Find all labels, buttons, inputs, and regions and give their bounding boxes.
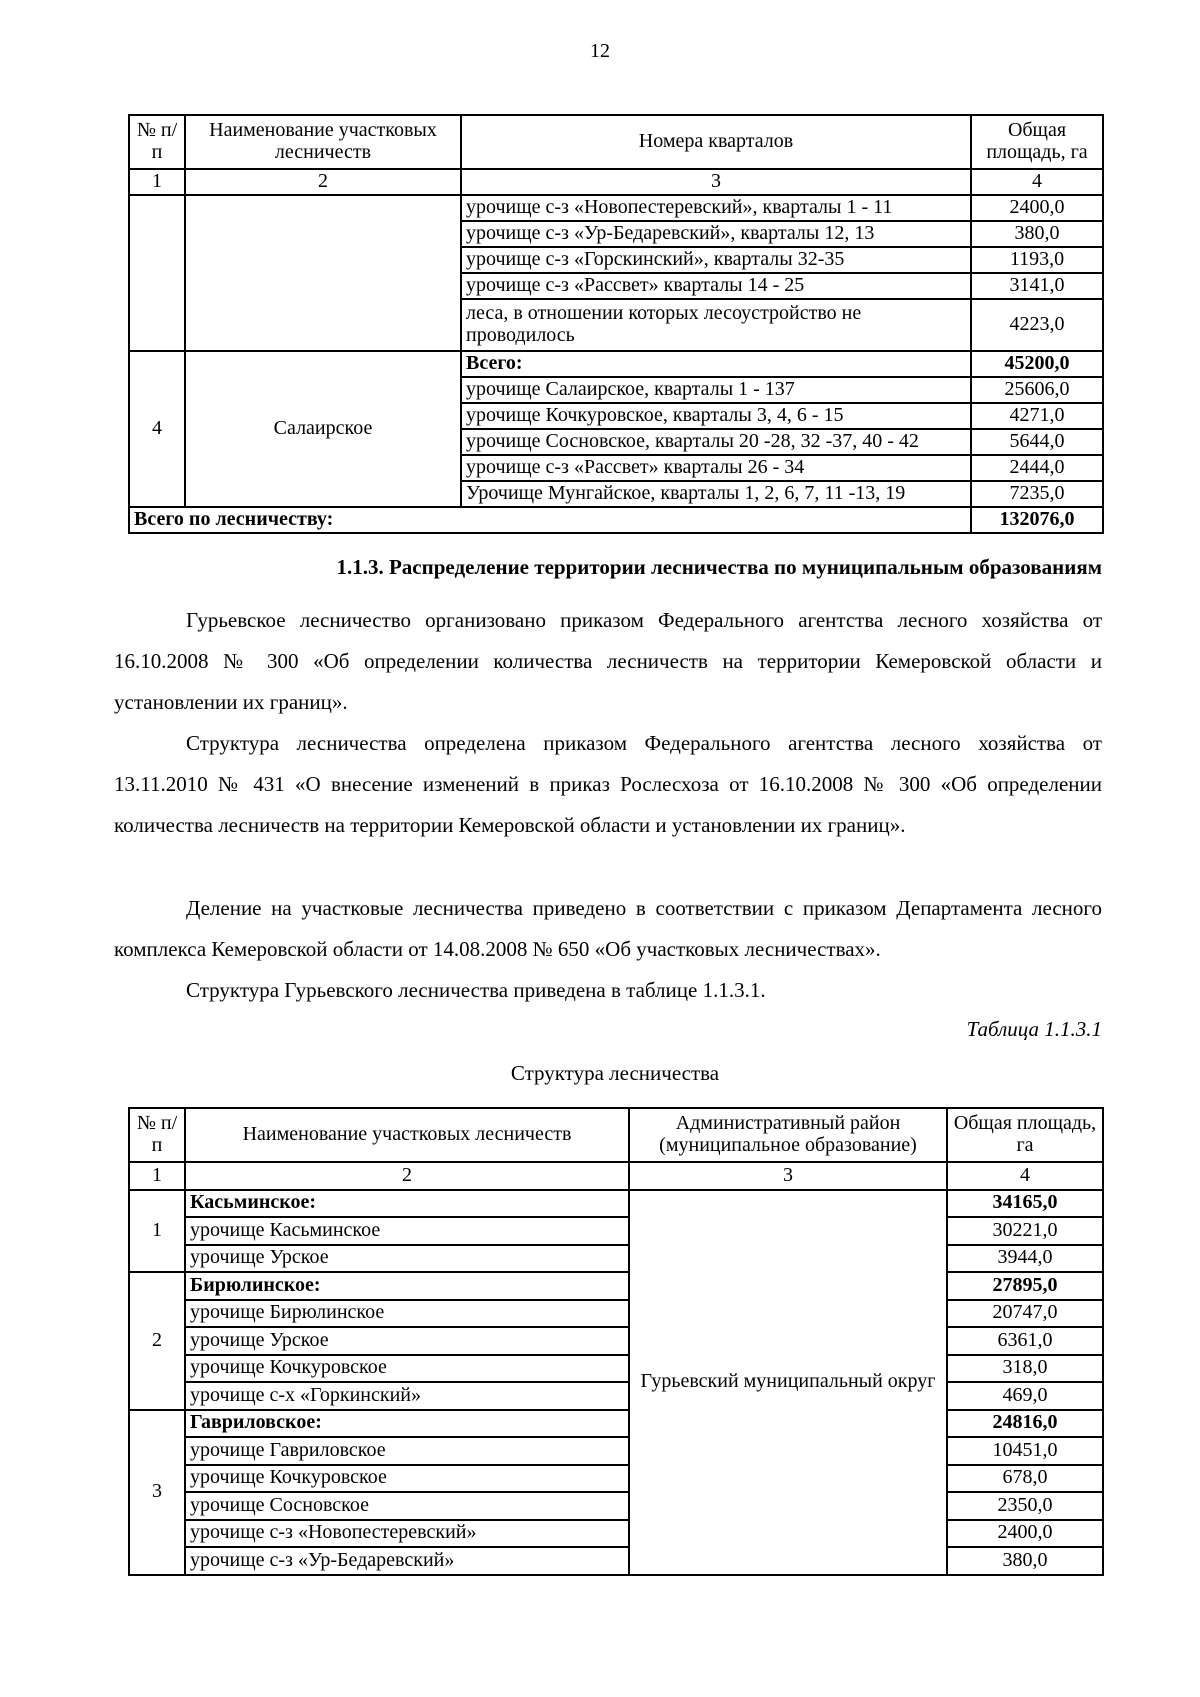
area-cell: 469,0 <box>947 1382 1103 1410</box>
group-total: 34165,0 <box>947 1190 1103 1218</box>
header-area: Общая площадь, га <box>971 115 1103 169</box>
name-cell: урочище с-з «Ур-Бедаревский» <box>185 1547 629 1575</box>
name-cell: урочище Урское <box>185 1245 629 1273</box>
area-cell: 318,0 <box>947 1355 1103 1383</box>
table-row <box>129 1272 1103 1300</box>
quarters-cell: урочище с-з «Рассвет» кварталы 26 - 34 <box>461 455 971 481</box>
table-row <box>129 1217 1103 1245</box>
group-num: 4 <box>129 351 185 507</box>
district-cell: Гурьевский муниципальный округ <box>629 1190 947 1575</box>
group-total: 24816,0 <box>947 1410 1103 1438</box>
name-cell: урочище Кочкуровское <box>185 1355 629 1383</box>
empty-name-cell <box>185 195 461 351</box>
table-row <box>129 1520 1103 1548</box>
quarters-cell: урочище Сосновское, кварталы 20 -28, 32 -37, 40 - 42 <box>461 429 971 455</box>
group-title: Касьминское: <box>185 1190 629 1218</box>
name-cell: урочище с-з «Новопестеревский» <box>185 1520 629 1548</box>
area-cell: 4223,0 <box>971 299 1103 351</box>
group-num: 1 <box>129 1190 185 1273</box>
table-row <box>129 1547 1103 1575</box>
group-total-label: Всего: <box>461 351 971 377</box>
group-title: Гавриловское: <box>185 1410 629 1438</box>
group-name: Салаирское <box>185 351 461 507</box>
area-cell: 25606,0 <box>971 377 1103 403</box>
name-cell: урочище с-х «Горкинский» <box>185 1382 629 1410</box>
table-row <box>129 1327 1103 1355</box>
table-row <box>129 1492 1103 1520</box>
grand-total-area: 132076,0 <box>971 507 1103 533</box>
paragraph: Структура лесничества определена приказом Федерального агентства лесного хозяйства от 13.11.2010 № 431 «О внесение изменений в приказ Рослесхоза от 16.10.2008 № 300 «Об определении количества лесничеств на территории Кемеровской области и установлении их границ». <box>114 731 1102 837</box>
area-cell: 3141,0 <box>971 273 1103 299</box>
paragraph: Гурьевское лесничество организовано приказом Федерального агентства лесного хозяйства от 16.10.2008 № 300 «Об определении количества лесничеств на территории Кемеровской области и установлении их границ». <box>114 608 1102 714</box>
table-row <box>129 1300 1103 1328</box>
area-cell: 2350,0 <box>947 1492 1103 1520</box>
area-cell: 380,0 <box>971 221 1103 247</box>
area-cell: 5644,0 <box>971 429 1103 455</box>
index-cell: 4 <box>947 1162 1103 1190</box>
index-cell: 1 <box>129 1162 185 1190</box>
table-caption: Таблица 1.1.3.1 <box>966 1017 1102 1041</box>
table-header-row <box>129 115 1103 169</box>
header-quarters: Номера кварталов <box>461 115 971 169</box>
index-cell: 1 <box>129 169 185 195</box>
table-row <box>129 195 1103 221</box>
area-cell: 1193,0 <box>971 247 1103 273</box>
structure-table <box>128 1107 1104 1576</box>
area-cell: 10451,0 <box>947 1437 1103 1465</box>
header-district: Административный район (муниципальное образование) <box>629 1108 947 1162</box>
paragraph: Деление на участковые лесничества приведено в соответствии с приказом Департамента лесного комплекса Кемеровской области от 14.08.2008 № 650 «Об участковых лесничествах». <box>114 896 1102 961</box>
index-cell: 3 <box>629 1162 947 1190</box>
quarters-cell: урочище с-з «Рассвет» кварталы 14 - 25 <box>461 273 971 299</box>
area-cell: 20747,0 <box>947 1300 1103 1328</box>
header-area: Общая площадь, га <box>947 1108 1103 1162</box>
table-title: Структура лесничества <box>510 1061 720 1085</box>
area-cell: 678,0 <box>947 1465 1103 1493</box>
area-cell: 7235,0 <box>971 481 1103 507</box>
table-row <box>129 1410 1103 1438</box>
group-num: 3 <box>129 1410 185 1575</box>
index-cell: 2 <box>185 169 461 195</box>
quarters-cell: Урочище Мунгайское, кварталы 1, 2, 6, 7, 11 -13, 19 <box>461 481 971 507</box>
quarters-cell: урочище Кочкуровское, кварталы 3, 4, 6 - 15 <box>461 403 971 429</box>
table-index-row <box>129 169 1103 195</box>
table-row <box>129 1382 1103 1410</box>
header-name: Наименование участковых лесничеств <box>185 115 461 169</box>
name-cell: урочище Кочкуровское <box>185 1465 629 1493</box>
area-cell: 2444,0 <box>971 455 1103 481</box>
header-name: Наименование участковых лесничеств <box>185 1108 629 1162</box>
name-cell: урочище Гавриловское <box>185 1437 629 1465</box>
index-cell: 3 <box>461 169 971 195</box>
quarters-cell: урочище с-з «Ур-Бедаревский», кварталы 12, 13 <box>461 221 971 247</box>
area-cell: 6361,0 <box>947 1327 1103 1355</box>
area-cell: 30221,0 <box>947 1217 1103 1245</box>
quarters-cell: урочище с-з «Новопестеревский», кварталы 1 - 11 <box>461 195 971 221</box>
grand-total-row <box>129 507 1103 533</box>
group-total-area: 45200,0 <box>971 351 1103 377</box>
empty-num-cell <box>129 195 185 351</box>
table-row <box>129 351 1103 377</box>
table-row <box>129 1190 1103 1218</box>
grand-total-label: Всего по лесничеству: <box>129 507 971 533</box>
group-title: Бирюлинское: <box>185 1272 629 1300</box>
table-header-row <box>129 1108 1103 1162</box>
section-title: 1.1.3. Распределение территории лесничества по муниципальным образованиям <box>336 555 1102 579</box>
area-cell: 2400,0 <box>971 195 1103 221</box>
quarters-cell: урочище Салаирское, кварталы 1 - 137 <box>461 377 971 403</box>
area-cell: 4271,0 <box>971 403 1103 429</box>
paragraph: Структура Гурьевского лесничества приведена в таблице 1.1.3.1. <box>186 978 766 1002</box>
table-row <box>129 1355 1103 1383</box>
name-cell: урочище Сосновское <box>185 1492 629 1520</box>
name-cell: урочище Урское <box>185 1327 629 1355</box>
page-number: 12 <box>590 40 610 62</box>
area-cell: 3944,0 <box>947 1245 1103 1273</box>
header-num: № п/п <box>129 1108 185 1162</box>
quarters-cell: леса, в отношении которых лесоустройство не проводилось <box>461 299 971 351</box>
index-cell: 2 <box>185 1162 629 1190</box>
table-row <box>129 1465 1103 1493</box>
quarters-cell: урочище с-з «Горскинский», кварталы 32-35 <box>461 247 971 273</box>
name-cell: урочище Бирюлинское <box>185 1300 629 1328</box>
area-cell: 380,0 <box>947 1547 1103 1575</box>
area-cell: 2400,0 <box>947 1520 1103 1548</box>
table-row <box>129 1437 1103 1465</box>
table-row <box>129 1245 1103 1273</box>
table-index-row <box>129 1162 1103 1190</box>
header-num: № п/п <box>129 115 185 169</box>
index-cell: 4 <box>971 169 1103 195</box>
group-num: 2 <box>129 1272 185 1410</box>
quarters-table <box>128 114 1104 534</box>
group-total: 27895,0 <box>947 1272 1103 1300</box>
name-cell: урочище Касьминское <box>185 1217 629 1245</box>
